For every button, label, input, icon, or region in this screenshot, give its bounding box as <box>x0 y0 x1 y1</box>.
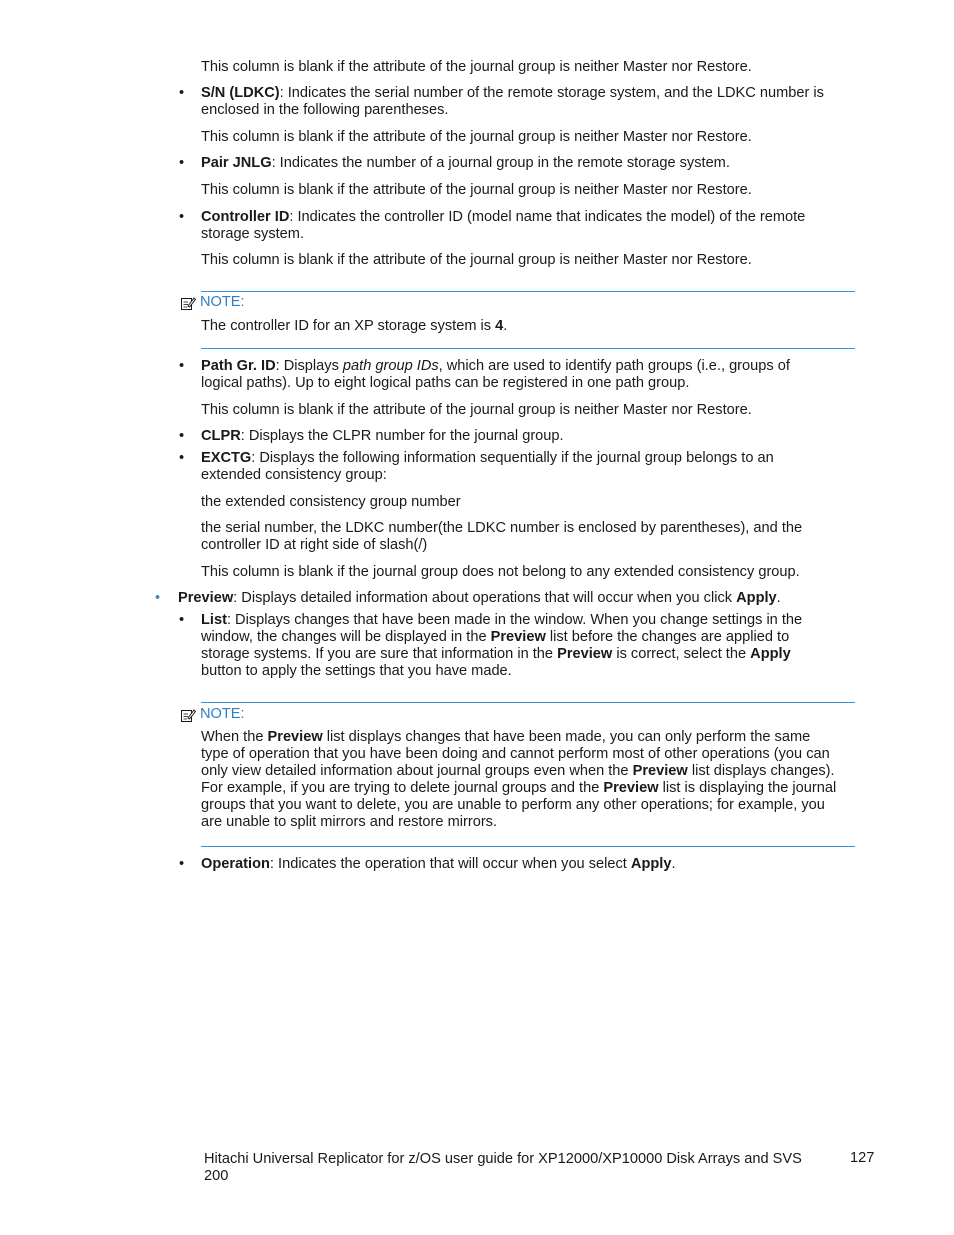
preview-term: Preview <box>603 780 659 796</box>
paragraph: the serial number, the LDKC number(the LDKC number is enclosed by parentheses), and the controller ID at right side of slash(/) <box>201 520 803 553</box>
note-text <box>201 318 841 335</box>
note-text-part: list is displaying the journal groups that you want to delete, you are unable to perform any other operations; for example, you are unable to split mirrors and restore mirrors. <box>201 780 837 830</box>
note-text-part: list displays changes). For example, if you are trying to delete journal groups and the <box>201 763 835 796</box>
description: . <box>671 856 676 872</box>
term: List <box>201 612 227 628</box>
note-bottom-rule <box>201 846 855 847</box>
apply-term: Apply <box>736 590 777 606</box>
note-label: NOTE: <box>200 706 245 722</box>
list-item-controller-id <box>201 209 833 243</box>
note-pencil-icon <box>180 295 196 311</box>
preview-term: Preview <box>632 763 688 779</box>
paragraph: This column is blank if the attribute of the journal group is neither Master nor Restore. <box>201 252 752 268</box>
list-item-operation <box>201 856 833 873</box>
description: is correct, select the <box>612 646 751 662</box>
preview-term: Preview <box>557 646 613 662</box>
description: : Displays changes that have been made in the window. When you change settings in the window, the changes will be displayed in the <box>201 612 803 645</box>
note-heading <box>180 294 245 311</box>
description: : Indicates the number of a journal group in the remote storage system. <box>271 155 730 171</box>
preview-term: Preview <box>490 629 546 645</box>
description: : Indicates the serial number of the remote storage system, and the LDKC number is enclosed in the following parentheses. <box>201 85 824 118</box>
description: , which are used to identify path groups (i.e., groups of logical paths). Up to eight logical paths can be registered in one path group. <box>201 358 790 391</box>
list-item-sn-ldkc <box>201 85 833 119</box>
page-number: 127 <box>850 1150 875 1166</box>
description: list before the changes are applied to storage systems. If you are sure that information in the <box>201 629 790 662</box>
description: : Displays <box>275 358 343 374</box>
note-pencil-icon <box>180 707 196 723</box>
note-text-part: When the <box>201 729 268 745</box>
description: : Indicates the controller ID (model name that indicates the model) of the remote storage system. <box>201 209 806 242</box>
footer-title: Hitachi Universal Replicator for z/OS user guide for XP12000/XP10000 Disk Arrays and SVS 200 <box>204 1151 802 1184</box>
preview-term: Preview <box>267 729 323 745</box>
italic-term: path group IDs <box>342 358 439 374</box>
term: EXCTG <box>201 450 252 466</box>
list-item-path-gr-id <box>201 358 833 392</box>
apply-term: Apply <box>750 646 791 662</box>
term: Controller ID <box>201 209 290 225</box>
controller-id-value: 4 <box>495 318 504 334</box>
paragraph: This column is blank if the attribute of the journal group is neither Master nor Restore. <box>201 402 752 418</box>
note-text-part: . <box>503 318 508 334</box>
note-text <box>201 729 837 831</box>
note-text-part: The controller ID for an XP storage system is <box>201 318 496 334</box>
description: : Displays the CLPR number for the journal group. <box>240 428 564 444</box>
term: CLPR <box>201 428 241 444</box>
list-item-pair-jnlg <box>201 155 833 172</box>
note-label: NOTE: <box>200 294 245 310</box>
note-top-rule <box>201 291 855 292</box>
paragraph: This column is blank if the attribute of the journal group is neither Master nor Restore. <box>201 129 752 145</box>
paragraph: This column is blank if the attribute of the journal group is neither Master nor Restore. <box>201 59 752 75</box>
paragraph: the extended consistency group number <box>201 494 461 510</box>
note-top-rule <box>201 702 855 703</box>
paragraph: This column is blank if the attribute of the journal group is neither Master nor Restore. <box>201 182 752 198</box>
note-bottom-rule <box>201 348 855 349</box>
term: Pair JNLG <box>201 155 272 171</box>
term: Path Gr. ID <box>201 358 276 374</box>
description: button to apply the settings that you have made. <box>201 663 512 679</box>
note-heading <box>180 706 245 723</box>
paragraph: This column is blank if the journal group does not belong to any extended consistency group. <box>201 564 800 580</box>
list-item-list <box>201 612 833 680</box>
list-item-preview <box>178 590 838 607</box>
description: : Displays detailed information about operations that will occur when you click <box>233 590 737 606</box>
term: S/N (LDKC) <box>201 85 280 101</box>
description: : Displays the following information sequentially if the journal group belongs to an extended consistency group: <box>201 450 774 483</box>
term: Preview <box>178 590 234 606</box>
description: . <box>776 590 781 606</box>
apply-term: Apply <box>630 856 672 872</box>
term: Operation <box>201 856 270 872</box>
list-item-exctg <box>201 450 833 484</box>
list-item-clpr <box>201 428 833 445</box>
description: : Indicates the operation that will occur when you select <box>269 856 631 872</box>
note-text-part: list displays changes that have been made, you can only perform the same type of operation that you have been doing and cannot perform most of other operations (you can only view detailed information about journal groups even when the <box>201 729 830 779</box>
